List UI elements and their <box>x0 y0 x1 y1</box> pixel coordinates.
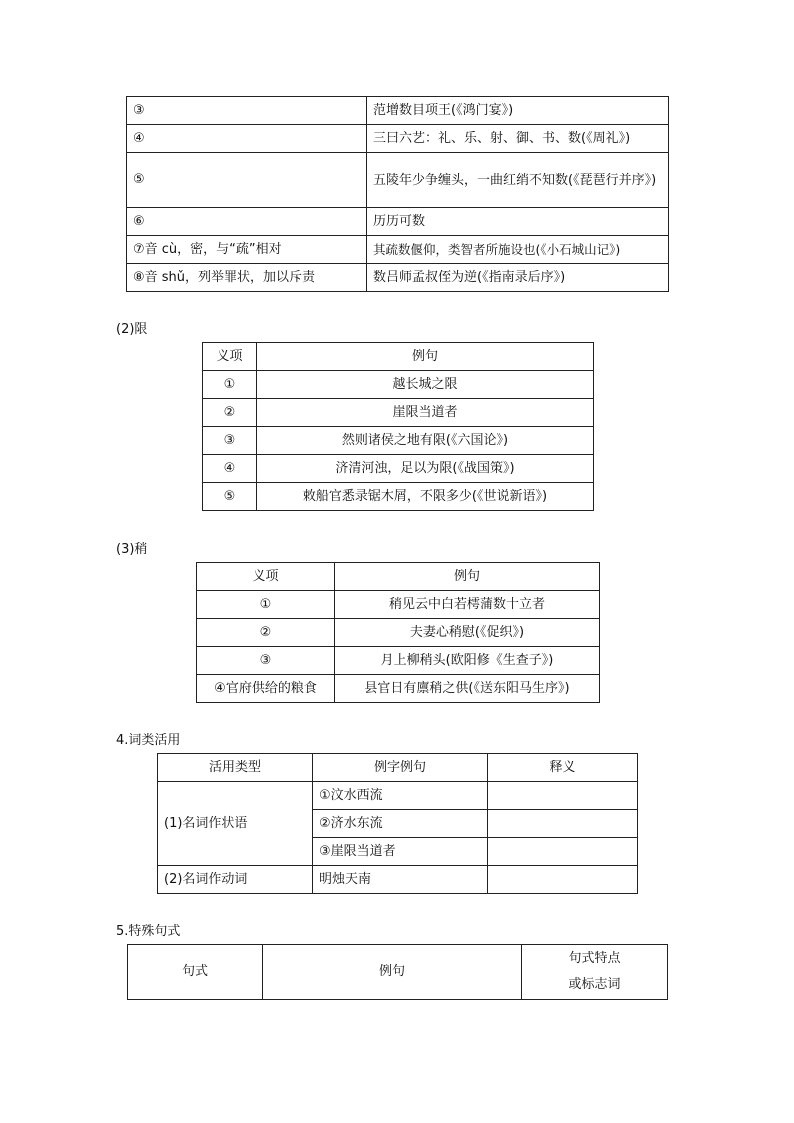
header-meaning: 义项 <box>203 343 257 371</box>
example-cell: 然则诸侯之地有限(《六国论》) <box>257 427 594 455</box>
shu-meaning-table <box>126 96 669 292</box>
meaning-cell: ① <box>203 371 257 399</box>
table-row <box>158 866 638 894</box>
header-feature-line2: 或标志词 <box>568 977 621 992</box>
table-row <box>203 371 594 399</box>
section-heading-word-class: 4.词类活用 <box>116 733 181 748</box>
meaning-cell: ② <box>203 399 257 427</box>
header-meaning: 释义 <box>488 754 638 782</box>
header-example: 例字例句 <box>313 754 488 782</box>
table-header-row <box>158 754 638 782</box>
table-header-row <box>128 945 668 1000</box>
example-cell: 敕船官悉录锯木屑，不限多少(《世说新语》) <box>257 483 594 511</box>
table-row <box>158 782 638 810</box>
table-row <box>197 647 600 675</box>
table-row <box>127 125 669 153</box>
example-cell: 崖限当道者 <box>257 399 594 427</box>
table-row <box>197 619 600 647</box>
table-row <box>127 153 669 208</box>
table-row <box>127 208 669 236</box>
meaning-cell: ③ <box>197 647 335 675</box>
table-header-row <box>203 343 594 371</box>
table-row <box>127 97 669 125</box>
header-example: 例句 <box>257 343 594 371</box>
example-cell: 明烛天南 <box>313 866 488 894</box>
header-feature-line1: 句式特点 <box>568 951 621 966</box>
header-example: 例句 <box>335 563 600 591</box>
header-type: 句式 <box>128 945 263 1000</box>
table-header-row <box>197 563 600 591</box>
meaning-cell: ⑤ <box>127 153 367 208</box>
xian-meaning-table <box>202 342 594 511</box>
special-sentence-table <box>127 944 668 1000</box>
header-example: 例句 <box>263 945 522 1000</box>
meaning-cell: ⑦音 cù，密，与“疏”相对 <box>127 236 367 264</box>
type-cell: (1)名词作状语 <box>158 782 313 866</box>
type-cell: (2)名词作动词 <box>158 866 313 894</box>
table-row <box>197 675 600 703</box>
example-cell: 其疏数偃仰，类智者所施设也(《小石城山记》) <box>367 236 669 264</box>
meaning-cell: ③ <box>127 97 367 125</box>
example-cell: 稍见云中白若樗蒲数十立者 <box>335 591 600 619</box>
table-row <box>203 399 594 427</box>
section-heading-special-sentence: 5.特殊句式 <box>116 924 181 939</box>
meaning-cell: ① <box>197 591 335 619</box>
meaning-cell: ⑧音 shǔ，列举罪状，加以斥责 <box>127 264 367 292</box>
header-type: 活用类型 <box>158 754 313 782</box>
meaning-cell: ⑤ <box>203 483 257 511</box>
example-cell: 五陵年少争缠头，一曲红绡不知数(《琵琶行并序》) <box>367 153 669 208</box>
meaning-blank-cell <box>488 838 638 866</box>
example-cell: 范增数目项王(《鸿门宴》) <box>367 97 669 125</box>
word-class-table <box>157 753 638 894</box>
table-row <box>197 591 600 619</box>
example-cell: 历历可数 <box>367 208 669 236</box>
example-cell: ②济水东流 <box>313 810 488 838</box>
example-cell: ①汶水西流 <box>313 782 488 810</box>
example-cell: 三曰六艺：礼、乐、射、御、书、数(《周礼》) <box>367 125 669 153</box>
example-cell: 济清河浊，足以为限(《战国策》) <box>257 455 594 483</box>
meaning-cell: ③ <box>203 427 257 455</box>
table-row <box>127 236 669 264</box>
table-row <box>203 483 594 511</box>
section-heading-xian: (2)限 <box>116 322 148 337</box>
header-feature <box>522 945 668 1000</box>
table-row <box>203 455 594 483</box>
table-row <box>203 427 594 455</box>
meaning-blank-cell <box>488 866 638 894</box>
example-cell: 夫妻心稍慰(《促织》) <box>335 619 600 647</box>
example-cell: 越长城之限 <box>257 371 594 399</box>
meaning-blank-cell <box>488 810 638 838</box>
meaning-cell: ④官府供给的粮食 <box>197 675 335 703</box>
shao-meaning-table <box>196 562 600 703</box>
meaning-blank-cell <box>488 782 638 810</box>
example-cell: 月上柳稍头(欧阳修《生查子》) <box>335 647 600 675</box>
meaning-cell: ② <box>197 619 335 647</box>
header-meaning: 义项 <box>197 563 335 591</box>
meaning-cell: ⑥ <box>127 208 367 236</box>
example-cell: 数吕师孟叔侄为逆(《指南录后序》) <box>367 264 669 292</box>
meaning-cell: ④ <box>127 125 367 153</box>
section-heading-shao: (3)稍 <box>116 542 148 557</box>
meaning-cell: ④ <box>203 455 257 483</box>
example-cell: 县官日有廪稍之供(《送东阳马生序》) <box>335 675 600 703</box>
example-cell: ③崖限当道者 <box>313 838 488 866</box>
table-row <box>127 264 669 292</box>
